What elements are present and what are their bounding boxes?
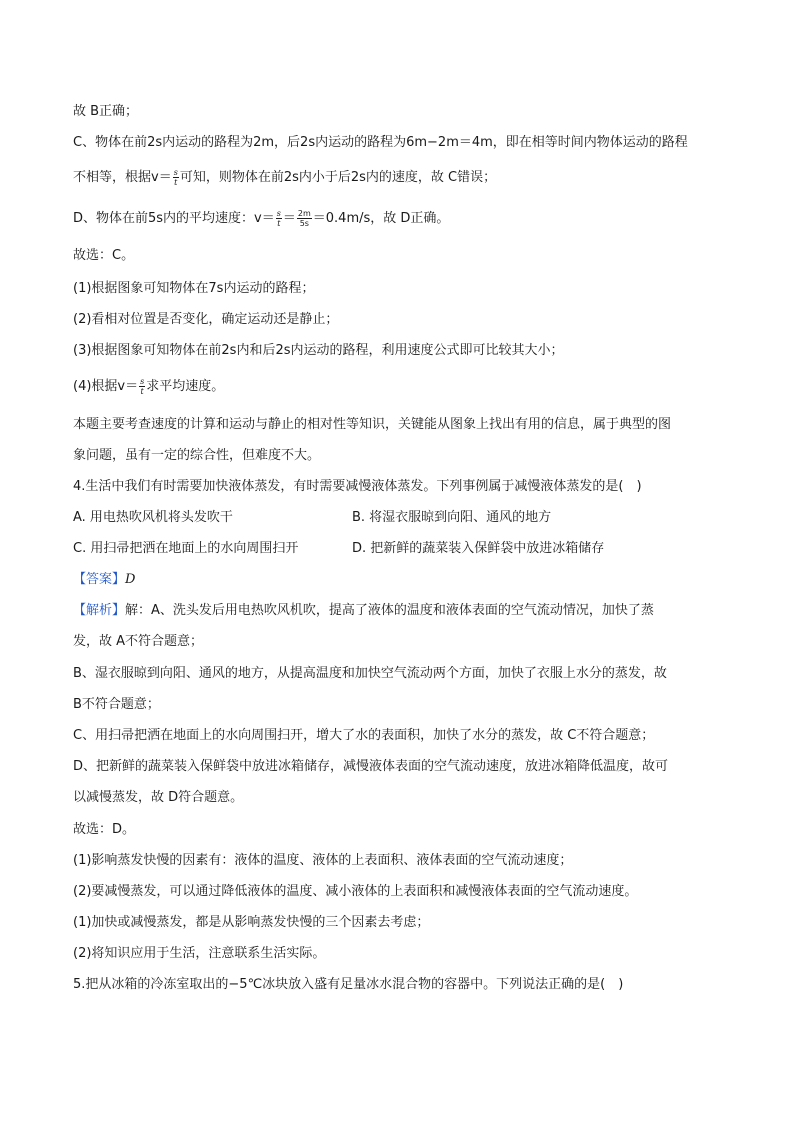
analysis-line-10: (2)要减慢蒸发，可以通过降低液体的温度、减小液体的上表面积和减慢液体表面的空气流动速度。	[73, 884, 638, 899]
analysis-line-7: 以减慢蒸发，故 D符合题意。	[73, 790, 244, 805]
analysis-line-5: C、用扫帚把洒在地面上的水向周围扫开，增大了水的表面积，加快了水分的蒸发，故 C不符合题意；	[73, 728, 655, 743]
text-segment: ＝0.4m/s，故 D正确。	[312, 211, 450, 226]
equals-sign: ＝	[282, 211, 296, 226]
fraction-numerator: s	[173, 168, 178, 177]
fraction-numerator: s	[140, 377, 145, 386]
analysis-line-6: D、把新鲜的蔬菜装入保鲜袋中放进冰箱储存，减慢液体表面的空气流动速度，放进冰箱降低温度，故可	[73, 759, 669, 774]
fraction-denominator: 5s	[299, 219, 309, 228]
fraction-denominator: t	[277, 219, 281, 228]
line-hint-3: (3)根据图象可知物体在前2s内和后2s内运动的路程，利用速度公式即可比较其大小；	[73, 343, 564, 358]
text-segment: 不相等，根据v＝	[73, 170, 172, 185]
line-summary-2: 象问题，虽有一定的综合性，但难度不大。	[73, 448, 321, 463]
question-5-stem: 5.把从冰箱的冷冻室取出的−5℃冰块放入盛有足量冰水混合物的容器中。下列说法正确的是( )	[73, 977, 624, 992]
line-choice-c: 故选：C。	[73, 248, 135, 263]
line-summary-1: 本题主要考查速度的计算和运动与静止的相对性等知识，关键能从图象上找出有用的信息，属于典型的图	[73, 417, 672, 432]
text-segment: 解：A、洗头发后用电热吹风机吹，提高了液体的温度和液体表面的空气流动情况，加快了蒸	[125, 603, 654, 618]
text-segment: 求平均速度。	[146, 379, 225, 394]
fraction-s-over-t	[173, 168, 179, 187]
analysis-line-1	[73, 601, 654, 621]
line-hint-4	[73, 377, 224, 397]
option-b: B. 将湿衣服晾到向阳、通风的地方	[352, 510, 552, 525]
text-segment: (4)根据v＝	[73, 379, 139, 394]
fraction-numerator: 2m	[297, 209, 311, 218]
option-a: A. 用电热吹风机将头发吹干	[73, 510, 233, 525]
answer-tag: 【答案】	[73, 572, 126, 587]
analysis-line-4: B不符合题意；	[73, 697, 160, 712]
analysis-line-2: 发，故 A不符合题意；	[73, 634, 204, 649]
text-segment: D、物体在前5s内的平均速度：v＝	[73, 211, 275, 226]
line-hint-2: (2)看相对位置是否变化，确定运动还是静止；	[73, 312, 339, 327]
text-segment: 可知，则物体在前2s内小于后2s内的速度，故 C错误；	[179, 170, 497, 185]
answer-value: D	[125, 572, 136, 587]
analysis-line-12: (2)将知识应用于生活，注意联系生活实际。	[73, 946, 326, 961]
analysis-line-8: 故选：D。	[73, 822, 136, 837]
fraction-2m-over-5s	[297, 209, 312, 228]
fraction-denominator: t	[174, 178, 178, 187]
analysis-line-11: (1)加快或减慢蒸发，都是从影响蒸发快慢的三个因素去考虑；	[73, 915, 430, 930]
analysis-line-9: (1)影响蒸发快慢的因素有：液体的温度、液体的上表面积、液体表面的空气流动速度；	[73, 853, 573, 868]
option-c: C. 用扫帚把洒在地面上的水向周围扫开	[73, 541, 299, 556]
line-c-analysis: C、物体在前2s内运动的路程为2m，后2s内运动的路程为6m−2m＝4m，即在相等时间内物体运动的路程	[73, 135, 688, 150]
option-d: D. 把新鲜的蔬菜装入保鲜袋中放进冰箱储存	[352, 541, 605, 556]
fraction-numerator: s	[276, 209, 281, 218]
analysis-tag: 【解析】	[73, 603, 126, 618]
line-c-continued	[73, 168, 496, 188]
fraction-s-over-t	[276, 209, 282, 228]
fraction-denominator: t	[140, 387, 144, 396]
answer-line	[73, 570, 135, 590]
question-4-stem: 4.生活中我们有时需要加快液体蒸发，有时需要减慢液体蒸发。下列事例属于减慢液体蒸发的是( )	[73, 479, 642, 494]
fraction-s-over-t	[139, 377, 145, 396]
line-d-average-speed	[73, 209, 449, 229]
analysis-line-3: B、湿衣服晾到向阳、通风的地方，从提高温度和加快空气流动两个方面，加快了衣服上水分的蒸发，故	[73, 666, 667, 681]
line-b-correct: 故 B正确；	[73, 104, 139, 119]
line-hint-1: (1)根据图象可知物体在7s内运动的路程；	[73, 281, 315, 296]
